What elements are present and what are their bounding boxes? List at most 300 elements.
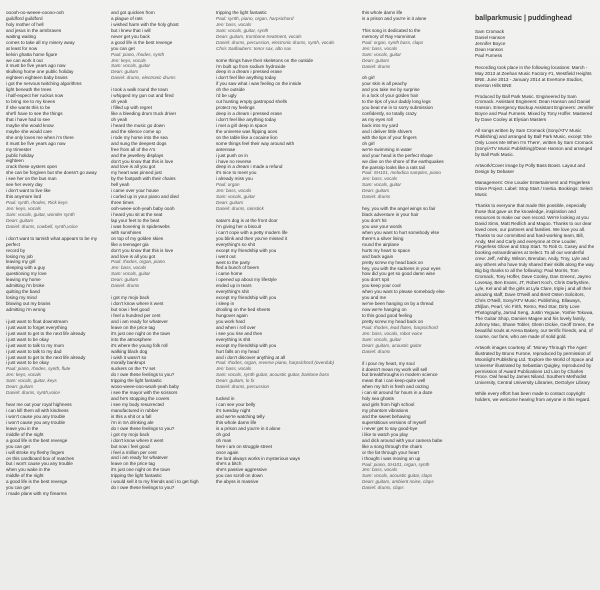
lyric-line: and when i roll over <box>216 324 256 330</box>
lyric-line: except my friendship with you <box>216 342 277 348</box>
lyric-line: but now i feel good <box>111 443 150 449</box>
lyric-line: she's passive aggressive <box>216 467 267 473</box>
lyric-line: and i deliver little shivers <box>362 128 413 134</box>
lyric-line: i'm giving her a biscuit <box>216 223 262 229</box>
lyric-line: by the footpath with their chains <box>111 176 176 182</box>
band-member: Jennifer Boyce <box>475 40 506 46</box>
lyric-line: it's just one night on the town <box>111 330 171 336</box>
lyric-line: maybe she would care <box>6 128 52 134</box>
lyric-line: the lord always works in mysterious ways <box>216 455 300 461</box>
lyric-line: comes to take all my misery away <box>6 39 75 45</box>
lyric-line: my trimester <box>6 146 32 152</box>
lyric-line: i heard you sit at the seat <box>111 211 163 217</box>
musician-credit: Paul: piano, rhodes, synth <box>111 51 165 57</box>
lyric-line: is a prison and you're in it alone <box>216 425 281 431</box>
musician-credit: Paul: rhodes, lead flutes, harpsichord <box>362 324 438 330</box>
lyric-line: oh yeah <box>111 116 128 122</box>
lyric-line: see her every day <box>6 182 43 188</box>
musician-credit: Daniel: drums <box>362 63 391 69</box>
lyric-line: you don't hit <box>362 218 387 223</box>
lyric-line: i just want to get to the next life already <box>6 330 86 336</box>
lyric-line: you use your words <box>362 223 402 229</box>
lyric-line: a plague of rats <box>111 15 143 21</box>
musician-credit: Dean: guitars <box>362 188 390 194</box>
lyric-line: antennae <box>216 146 236 152</box>
lyric-line: you can scroll on down <box>216 473 263 479</box>
lyric-line: but i knew that i will <box>111 27 151 33</box>
musician-credit: Paul: SH101, melodica samples, piano <box>362 170 441 176</box>
musician-credit: Jen: bass, vocals <box>362 45 398 51</box>
musician-credit: Dean: guitars <box>6 217 34 223</box>
lyric-line: eighteen eighteen baby brains <box>6 75 68 81</box>
lyric-line: round the airplane <box>362 241 400 247</box>
credits-paragraph: Artwork images courtesy of: 'Money Through The Ages' illustrated by Bruno Furone, reproduced by permission of Moonlight Publishing Ltd. 'Explore the World of Space and Universe' illustrated by Sebastian Quigley, reproduced by permission of Award Publications Ltd Lion by Charles Froce. Owl head by James Niland. Southern Methodist University, Central University Libraries, DeGolyer Library <box>475 344 594 386</box>
musician-credit: Paul: synth, rhodes, Rick keys <box>6 200 68 205</box>
lyric-line: to this good good feeling <box>362 313 413 318</box>
lyric-line: i met a girl deep in space <box>216 122 268 128</box>
lyric-line: free from all of the A's <box>111 146 156 152</box>
lyric-line: i won't cause you any trouble <box>6 413 66 419</box>
lyric-line: leaving my girl <box>6 259 36 265</box>
lyric-line: and girls from high school <box>362 402 415 408</box>
lyric-line: on the table like a cocaine lion <box>216 134 278 140</box>
musician-credit: Paul: piano, rhodes, synth, flute <box>6 366 71 372</box>
lyric-line: middle of the night <box>6 431 44 437</box>
lyric-line: a good life is the best revenge <box>111 39 173 45</box>
lyric-line: is a prison and you're in it alone <box>362 15 427 21</box>
lyric-line: hungover again <box>216 312 248 318</box>
musician-credit: Sam: vocals, guitar <box>216 194 256 200</box>
lyric-line: the parsnip looks like a rats tail <box>362 164 425 170</box>
lyric-line: if i pour my heart, my soul <box>362 360 415 366</box>
lyric-line: drooling on the bed sheets <box>216 307 271 312</box>
lyric-line: memory of Ray Humnimat <box>362 33 416 39</box>
musician-credit: Jen: bass, vocals <box>111 265 147 271</box>
lyric-line: hurts my heart to space <box>362 247 411 253</box>
lyric-line: everything is shit <box>216 336 251 342</box>
lyric-line: admitting i'm wrong <box>6 306 46 312</box>
musician-credit: Paul: organ, synth bass, claps <box>362 39 424 45</box>
lyric-line: cut hunting empty gastropod shells <box>216 99 287 105</box>
lyric-line: and dick around with your camera babe <box>362 437 443 443</box>
lyric-line: eighteen <box>6 158 24 164</box>
lyric-line: i took a walk round the town <box>111 87 168 93</box>
lyric-line: do I owe these feelings to you? <box>111 425 175 431</box>
lyric-line: losing my mind <box>6 295 37 301</box>
lyric-line: i rode my horse into the sea <box>111 134 168 140</box>
lyric-line: i just push on in <box>216 152 248 158</box>
lyric-line: i thought i was moving on up <box>362 455 421 461</box>
musician-credit: Paul: synth, piano, organ, harpsichord <box>216 15 294 21</box>
lyric-line: holy mother of hell <box>6 21 44 27</box>
lyric-line: i came over your house <box>111 188 159 194</box>
musician-credit: Dean: guitars <box>362 57 390 63</box>
lyric-line: oh girl <box>362 75 375 81</box>
lyric-line: i whipped my gun out and fired <box>111 93 174 99</box>
lyric-line: and i don't discover anything at all <box>216 354 286 360</box>
lyric-line: do I owe these feelings to you? <box>111 485 175 491</box>
lyric-line: i'm in SA drinking ale <box>111 419 154 425</box>
lyric-line: middle of the night <box>6 473 44 479</box>
lyric-line: we've been hanging on by a thread <box>362 301 434 307</box>
musician-credit: Daniel: drums, percussion, electronic drums, synth, vocals <box>216 39 335 45</box>
musician-credit: Sam: vocals, synth guitar, acoustic guitar, baritone bass <box>216 372 330 378</box>
lyric-line: leaving my home <box>6 277 41 283</box>
lyric-line: but now i feel good <box>111 307 150 312</box>
musician-credit: Daniel: drums, percussion <box>216 384 270 390</box>
lyric-line: waiting waiting <box>6 33 36 39</box>
lyric-line: wooo-weee-ooo-woah-yeah baby <box>111 384 179 390</box>
lyric-line: i'd be ugly <box>216 93 237 99</box>
musician-credit: Dean: guitars, acoustic guitar <box>362 342 422 348</box>
lyric-line: at least for now <box>6 45 38 51</box>
lyric-line: once again <box>216 449 239 455</box>
lyric-line: pretty screw my head back on <box>362 318 424 324</box>
lyric-line: losing my job <box>6 253 33 259</box>
lyric-line: walking black dog <box>111 348 148 354</box>
lyric-line: i'm built up from sodium hydroxide <box>216 63 286 69</box>
lyric-line: on top of my golden skies <box>111 235 164 241</box>
lyric-line: you can get <box>6 485 30 491</box>
musician-credit: Sam: vocals, guitar <box>362 336 402 342</box>
lyric-line: i don't know where it went <box>111 301 164 307</box>
lyric-line: i just want to talk to my dad <box>6 348 62 354</box>
lyric-line: we dive on the shore of the earthquakes <box>362 158 444 164</box>
lyric-line: i will stroke my fleshy fingers <box>6 449 65 455</box>
lyric-line: to the tips of your daddy long legs <box>362 99 431 105</box>
lyric-line: mean that i can keep-quite well <box>362 378 426 384</box>
lyric-line: and love is all you got <box>111 164 156 170</box>
lyrics-column-4 <box>362 10 454 497</box>
credits-paragraph: While every effort has been made to contact copyright holders, we welcome hearing from anyone in this regard. <box>475 391 591 403</box>
lyric-line: quitting the band <box>6 289 40 295</box>
lyric-line: protect my feelings <box>216 105 255 111</box>
lyric-line: i like to watch you play <box>362 431 408 437</box>
lyric-line: is this a shit or a fall <box>111 413 152 419</box>
musician-credit: Jen: bass, vocals <box>216 188 252 194</box>
lyric-line: like a teenager gia <box>111 241 149 247</box>
lyric-line: i don't feel like anything today <box>216 75 277 81</box>
lyric-line: when you want to hurt somebody else <box>362 229 440 235</box>
lyric-line: your skin is all peachy <box>362 81 407 87</box>
lyric-line: lap your feet to the beat <box>111 217 160 223</box>
lyric-line: in a lock of your golden hair <box>362 93 419 99</box>
lyric-line: i just want to talk to my mum <box>6 342 64 348</box>
lyric-line: i just want to forget everything <box>6 324 68 330</box>
credits-paragraph: Thanks to everyone that made this possible, especially those that gave us the knowledge, inspiration and resources to make our own record. We're looking at you David Sims, Matt Redlich and Magoo. Thanks to our dear loved ones, our partners and families. We love you all. Thanks to our committed and hard-working team, Bill, Andy, Mel and Carly and everyone at One Louder, Fingerless Glove and Stop Start. To Rob G. Casey and the booking extraordinaires at Select. To all our wonderful crew: Jeff, Ashby, Wilson, Brendan, Andy, Troy, Lyle and any others who have truly shared their skills along the way. Big big thanks to all the following: Paul Morris, Tom Cromack, Tony Hoffer, Dave Cooley, Dan Greenz, Jaymo Lovesay, Ben Evans, JT, Robert Koch, Chris Darbyshire, Lyle, Kel and all the girls at Lyla Clare, triple j and all their amazing staff, Dave O'Neill and Brett Osten Solicitors, Chris O'Neill, Sony/ATV Music Publishing, Ellaways, Zhljlan, Pearl, Vic Firth, Remo, Red Star, Dirty Love Photography, Jarrad Seng, Justin Yeguae, Yoshie Tokuwa, The Guitar Shop, Damien Magee and his lovely family, Johnny Mac, Shane Tobler, Glenn Dickie, Geoff Green, the beautiful souls at Arena Bakery, our terrific friends, and, of course, our fans, who are made of solid gold. <box>475 202 595 339</box>
lyric-line: i see you rise and then <box>216 330 263 336</box>
lyric-line: i wished harm with the holy ghost <box>111 21 179 27</box>
lyric-line: except my friendship with you <box>216 247 277 253</box>
lyric-line: if she wants this to be <box>6 105 51 110</box>
lyric-line: i just want to be okay <box>6 336 49 342</box>
lyric-line: and the jewellery displays <box>111 152 164 158</box>
musician-credit: Sam: vocals, acoustic guitar, claps <box>362 473 433 479</box>
musician-credit: Paul: rhodes, organ, piano <box>111 259 165 265</box>
lyric-line: the universe was flipping aces <box>216 128 278 134</box>
lyric-line: as my eyes roll <box>362 117 393 122</box>
lyric-line: and your head is the perfect shape <box>362 152 433 158</box>
lyric-line: tucked in <box>216 396 235 402</box>
lyric-line: with the tips of your fingers <box>362 134 417 140</box>
musician-credit: Sam: vocals, guitar, wonder synth <box>6 211 75 217</box>
musician-credit: Dean: guitars <box>111 69 139 75</box>
musician-credit: Jen: keys, vocals <box>111 57 146 63</box>
lyric-line: i just want to get to the next life already <box>6 354 86 360</box>
lyric-line: but breakthroughs in modern science <box>362 372 438 378</box>
lyric-line: satan's dog is at the front door <box>216 217 278 223</box>
band-member: Paul Furness <box>475 52 503 58</box>
musician-credit: Daniel: drums <box>362 194 391 200</box>
musician-credit: Dean: guitars <box>111 277 139 283</box>
lyric-line: we're swimming in water <box>362 146 412 152</box>
lyric-line: pretty screw my head back on <box>362 259 424 265</box>
musician-credit: Daniel: drums, synth,voice <box>6 390 60 396</box>
lyric-line: oh god <box>216 431 231 437</box>
lyric-line: i can kill them all with kindness <box>6 408 69 413</box>
credits-paragraph: Management: One Louder Entertainment and Fingerless Glove Project. Label: Stop Start / Inertia. Bookings: Select Music <box>475 179 593 197</box>
musician-credit: Sam: vocals, guitar, keys <box>6 378 57 384</box>
lyric-line: sleeping with a guy <box>6 265 46 271</box>
musician-credit: Jen: bass, vocals <box>216 21 252 27</box>
lyric-line: it's tuesday night <box>216 408 251 413</box>
lyrics-column-2 <box>111 10 207 497</box>
lyric-line: tripping the light fantastic <box>111 473 162 479</box>
lyric-line: there's a silver lining <box>362 235 404 241</box>
lyric-line: now we're hanging on <box>362 307 407 313</box>
lyric-line: it's where the young folk roll <box>111 342 168 348</box>
lyric-line: confidently, so totally crazy <box>362 111 417 117</box>
lyric-line: crack these oysters open <box>6 164 58 170</box>
musician-credit: Jen: bass, vocals <box>362 467 398 473</box>
lyric-line: like a song through the chairs <box>362 443 423 449</box>
lyric-line: i don't want to tarnish what appears to be my <box>6 235 98 241</box>
lyric-line: she only loves me when i'm there <box>6 134 74 140</box>
lyric-line: hear me out your royal highness <box>6 402 72 408</box>
lyric-line: and you take me by surprise <box>362 87 420 93</box>
lyrics-column-3 <box>216 10 335 491</box>
lyric-line: i see the mayor with the scissors <box>111 390 178 396</box>
band-album-title: ballparkmusic | puddinghead <box>475 15 572 22</box>
lyric-line: i filled up with regret <box>111 105 152 111</box>
musician-credit: Sam: vocals, guitar, synth <box>216 27 269 33</box>
credits-paragraph: Artwork/Cover image by Polly Bass Boost. Layout and Design by Debaser <box>475 163 586 174</box>
lyric-line: tripping the light fantastic <box>111 378 162 384</box>
musician-credit: Daniel: drums <box>111 283 140 289</box>
lyric-line: i half-expect her ruckus now <box>6 93 64 99</box>
musician-credit: Dean: guitars, trombone treatment, vocals <box>216 33 302 39</box>
lyric-line: i see her on the bus man <box>6 176 57 182</box>
credits-paragraph: Produced by Ball Park Music. Engineered by Sam Cromack. Assistant Engineers: Dean Hanson and Daniel Hanson. Emergency Backup Assistant Engineers: Jennifer Boyce and Paul Furness. Mixed by Tony Hoffer. Mastered by Dave Cooley at Elysian Masters <box>475 93 594 123</box>
musician-credit: Sam: vocals, guitar <box>362 182 402 188</box>
lyric-line: hurt falls on my head <box>216 348 259 354</box>
lyric-line: how did you get so good damn wise <box>362 271 436 277</box>
lyric-line: when you wake in the <box>6 467 51 473</box>
lyric-line: this whole damn life <box>216 419 257 425</box>
lyric-line: deep in a dream i made a refund <box>216 164 283 170</box>
lyric-line: you can get <box>111 45 135 51</box>
musician-credit: Daniel: drums, cowbell, synth,voice <box>6 223 78 229</box>
lyric-line: when you want to please somebody else <box>362 289 445 295</box>
musician-credit: Daniel: drums, electronic drums <box>111 75 176 81</box>
lyric-line: hey, you with the sadness in your eyes <box>362 265 441 271</box>
lyric-line: she'll have to see the things <box>6 110 63 116</box>
lyric-line: or the fat through your heart <box>362 449 419 455</box>
musician-credit: Paul: rhodes, organ, reverse piano, harpsichord (overdub) <box>216 360 334 366</box>
lyric-line: this anymore lord <box>6 194 42 200</box>
lyric-line: you work hard <box>216 318 245 324</box>
lyric-line: i went out <box>216 253 236 259</box>
lyric-line: on this cardboard box of matches <box>6 455 74 461</box>
musician-credit: Jen: bass, vocals <box>362 176 398 182</box>
lyric-line: oh yeah <box>111 99 128 105</box>
lyrics-column-1 <box>6 10 98 503</box>
credits-paragraph: Recording took place in the following locations: March - May 2013 at Zeehan Music Factory #1, Westfield Heights BNE. June 2013 - January 2014 at Evertone Studios, Everton Hills BNE <box>475 64 592 88</box>
lyric-line: and jesus in the armbraves <box>6 27 62 33</box>
lyric-line: ooooh-oo-weeee-ooooo-ooh <box>6 10 64 15</box>
lyric-line: tripping the light fantastic <box>216 10 267 15</box>
musician-credit: Paul: organ <box>216 182 240 188</box>
lyric-line: manufactured in rubber <box>111 407 159 413</box>
lyric-line: i opened up about my lifestyle <box>216 277 277 283</box>
lyric-line: to bring me to my knees <box>6 99 56 105</box>
lyric-line: i don't want to live like <box>6 188 51 194</box>
musician-credit: Daniel: drums <box>362 348 391 354</box>
lyric-line: deep in a dream i pressed erase <box>216 69 282 75</box>
lyric-line: skulking home one public holiday <box>6 69 74 75</box>
lyric-line: don't you know that this is love <box>111 158 174 164</box>
lyric-line: like a bleeding drum truck driver <box>111 111 177 116</box>
lyric-line: here i am on struggle street <box>216 443 272 449</box>
lyric-line: a good life is the best revenge <box>6 479 68 485</box>
lyric-line: i got my mojo back <box>111 295 150 301</box>
lyric-line: if you saw what i was feeling on the inside <box>216 81 302 87</box>
lyric-line: hey, you with the angel wings so fair <box>362 206 436 212</box>
lyric-line: she's a bitch <box>216 461 242 467</box>
lyric-line: my heart was pinned just <box>111 170 162 176</box>
lyric-line: you can get <box>6 443 30 449</box>
lyric-line: i have no reverse <box>216 158 252 164</box>
lyric-line: that i have had to see <box>6 116 50 122</box>
lyric-line: it's nice to meet you <box>216 170 257 176</box>
lyric-line: this whole damn life <box>362 10 403 15</box>
lyric-line: perfect <box>6 241 21 247</box>
lyric-line: i just want to float downstream <box>6 318 68 324</box>
lyric-line: the abyss is massive <box>216 479 259 485</box>
lyric-line: ended up in tears <box>216 283 252 289</box>
lyric-line: when my itch is fresh and oozing <box>362 384 429 390</box>
lyric-line: some things feel their way around with <box>216 140 295 146</box>
lyric-line: leave on the price tag <box>111 461 155 467</box>
lyric-line: i can sit around for hours in a daze <box>362 390 433 396</box>
lyric-line: This song is dedicated to the <box>362 27 421 33</box>
musician-credit: Chris Sadlaubers: tenor sax, alto sax <box>216 45 292 51</box>
lyric-line: and i am ready for whatever <box>111 455 168 461</box>
lyric-line: and back again <box>362 253 394 259</box>
lyric-line: black adventure in your hair <box>362 212 419 218</box>
lyric-line: it must be five years ago now <box>6 140 66 146</box>
lyric-line: except my friendship with you <box>216 295 277 301</box>
lyric-line: i don't know where it went <box>111 437 164 443</box>
musician-credit: Sam: vocals, guitar <box>111 63 151 69</box>
band-members <box>475 29 595 65</box>
lyric-line: light beneath the trees <box>6 87 52 93</box>
lyric-line: we can work it out <box>6 57 43 63</box>
lyric-line: superstitious versions of myself <box>362 419 426 425</box>
lyric-line: questioning my love <box>6 271 47 277</box>
lyric-line: i already miss you <box>216 176 253 182</box>
lyric-line: back into my yard <box>362 122 398 128</box>
lyric-line: i was hovering in spiderwebs <box>111 223 170 229</box>
lyric-line: i can see your belly <box>216 402 256 408</box>
lyric-line: don't you know that this is love <box>111 247 174 253</box>
lyric-line: i never get to say good-bye <box>362 425 418 431</box>
lyric-line: i made plans with my firearms <box>6 491 67 497</box>
credits-paragraphs <box>475 65 595 404</box>
lyric-line: it's just one night on the town <box>111 467 171 473</box>
lyric-line: three times <box>111 200 134 206</box>
lyric-line: with sunshines <box>111 229 142 235</box>
lyric-line: but i won't cause you any trouble <box>6 461 73 467</box>
lyric-line: i don't feel like anything today <box>216 116 277 122</box>
lyric-line: i got the nervous twitching algorithms <box>6 81 82 87</box>
lyric-line: it must be five years ago now <box>6 63 66 69</box>
lyric-line: and the silence come up <box>111 128 161 134</box>
lyric-line: admitting i'm broke <box>6 283 45 289</box>
lyric-line: i feel a million per cent <box>111 449 157 455</box>
lyric-line: i feel a hundred per cent <box>111 312 161 318</box>
lyric-line: you blink and then you've missed it <box>216 235 288 241</box>
lyric-line: i sleep in <box>216 301 235 307</box>
lyric-line: everything's shit <box>216 289 249 295</box>
lyric-line: suckers on the TV set <box>111 366 156 372</box>
lyric-line: maybe she would know <box>6 122 54 128</box>
lyric-line: oh the outside <box>216 87 245 93</box>
musician-credit: Sam: vocals, guitar <box>362 51 402 57</box>
lyric-line: never get you back <box>111 33 150 39</box>
musician-credit: Sam: vocals, guitar <box>111 271 151 277</box>
lyric-line: and he's stopping the covers <box>111 396 170 402</box>
musician-credit: Jen: keys, vocals <box>6 205 41 211</box>
musician-credit: Dean: guitars <box>216 200 244 206</box>
lyric-line: public holiday <box>6 152 34 158</box>
lyric-line: record by <box>6 247 26 253</box>
lyric-line: everything's so shit <box>216 241 255 247</box>
lyric-line: i wish it wasn't so <box>111 354 147 360</box>
lyric-line: and we're watching telly <box>216 413 265 419</box>
lyric-line: i heard the music go down <box>111 122 165 128</box>
lyric-line: and i am ready for whatever <box>111 318 168 324</box>
lyric-line: you don't spit <box>362 277 389 283</box>
lyric-line: a good life is the best revenge <box>6 437 68 443</box>
lyric-line: and got quickies from <box>111 10 155 15</box>
musician-credit: Daniel: drums, rainstick <box>216 206 264 211</box>
lyric-line: leave you in the <box>6 425 39 431</box>
lyric-line: some things have their skeletons on the outside <box>216 57 314 63</box>
musician-credit: Jen: bass, vocals <box>216 366 252 372</box>
lyric-line: blowing out my brains <box>6 301 51 306</box>
lyric-line: it doesn't mean my work will sell <box>362 366 428 372</box>
lyric-line: fled a bunch of beers <box>216 265 259 271</box>
credits-paragraph: All songs written by Sam Cromack (Sony/ATV Music Publishing) and arranged by Ball Park Music, except 'She Only Loves Me When I'm There', written by Sam Cromack (Sony/ATV Music Publishing)/Dean Hanson and arranged by Ball Park Music. <box>475 128 593 158</box>
lyric-line: do I owe these feelings to you? <box>111 372 175 378</box>
lyric-line: you keep your cool <box>362 283 401 289</box>
lyric-line: i see my body resurrected <box>111 402 164 407</box>
lyric-line: into the atmosphere <box>111 336 152 342</box>
lyric-line: she can be forgiven but she doesn't go away <box>6 170 97 176</box>
lyric-line: you beat me in to sorry submission <box>362 105 433 111</box>
lyric-line: leave on the price tag <box>111 324 155 330</box>
